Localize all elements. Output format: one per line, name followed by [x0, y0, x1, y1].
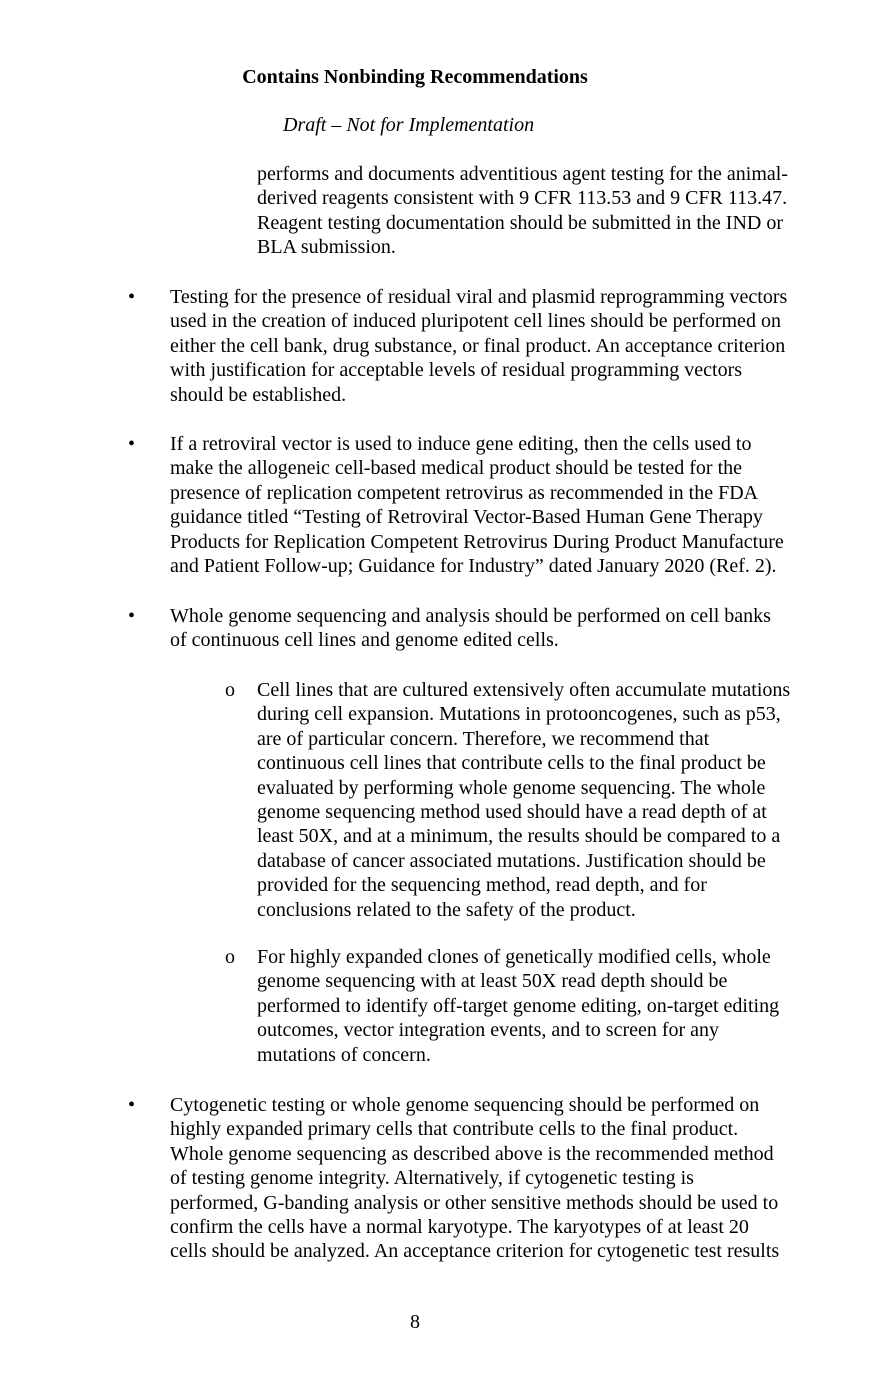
text-line: of continuous cell lines and genome edited cells. [170, 629, 559, 652]
text-line: highly expanded primary cells that contribute cells to the final product. [170, 1118, 739, 1141]
text-line: guidance titled “Testing of Retroviral Vector-Based Human Gene Therapy [170, 506, 763, 529]
text-line: BLA submission. [257, 236, 396, 259]
text-line: For highly expanded clones of genetically modified cells, whole [257, 946, 771, 968]
text-line: either the cell bank, drug substance, or final product. An acceptance criterion [170, 334, 786, 357]
text-line: outcomes, vector integration events, and to screen for any [257, 1019, 720, 1042]
text-line: with justification for acceptable levels of residual programming vectors [170, 359, 743, 382]
text-line: continuous cell lines that contribute cells to the final product be [257, 752, 766, 775]
text-line: Cell lines that are cultured extensively often accumulate mutations [257, 679, 791, 701]
text-line: Whole genome sequencing as described above is the recommended method [170, 1142, 774, 1165]
text-line: are of particular concern. Therefore, we recommend that [257, 727, 710, 750]
text-line: Products for Replication Competent Retrovirus During Product Manufacture [170, 530, 784, 553]
text-line: Testing for the presence of residual viral and plasmid reprogramming vectors [170, 286, 788, 308]
text-line: mutations of concern. [257, 1043, 431, 1066]
list-item [170, 1093, 779, 1264]
text-line: derived reagents consistent with 9 CFR 113.53 and 9 CFR 113.47. [257, 187, 788, 210]
text-line: presence of replication competent retrovirus as recommended in the FDA [170, 481, 759, 504]
text-line: and Patient Follow-up; Guidance for Industry” dated January 2020 (Ref. 2). [170, 554, 777, 577]
page-number: 8 [410, 1311, 420, 1333]
bullet-marker: • [128, 286, 136, 308]
text-line: database of cancer associated mutations. Justification should be [257, 849, 766, 872]
text-line: Reagent testing documentation should be submitted in the IND or [257, 211, 784, 234]
draft-notice: Draft – Not for Implementation [283, 114, 535, 136]
text-line: used in the creation of induced pluripotent cell lines should be performed on [170, 310, 781, 333]
list-item [170, 432, 784, 578]
text-line: If a retroviral vector is used to induce gene editing, then the cells used to [170, 433, 752, 455]
text-line: Cytogenetic testing or whole genome sequencing should be performed on [170, 1094, 760, 1116]
text-line: during cell expansion. Mutations in protooncogenes, such as p53, [257, 703, 781, 726]
bullet-marker: • [128, 1094, 136, 1116]
sub-bullet-marker: o [225, 946, 235, 968]
text-line: should be established. [170, 383, 347, 406]
text-line: provided for the sequencing method, read depth, and for [257, 874, 707, 897]
paragraph [257, 162, 788, 260]
text-line: least 50X, and at a minimum, the results should be compared to a [257, 825, 781, 848]
sub-list-item [257, 678, 790, 922]
text-line: genome sequencing method used should have a read depth of at [257, 800, 767, 823]
bullet-marker: • [128, 605, 136, 627]
text-line: make the allogeneic cell-based medical product should be tested for the [170, 457, 743, 480]
text-line: confirm the cells have a normal karyotype. The karyotypes of at least 20 [170, 1215, 749, 1238]
sub-bullet-marker: o [225, 679, 235, 701]
text-line: performs and documents adventitious agent testing for the animal- [257, 163, 788, 185]
text-line: genome sequencing with at least 50X read depth should be [257, 970, 728, 993]
sub-list-item [257, 945, 779, 1067]
text-line: performed to identify off-target genome editing, on-target editing [257, 994, 780, 1017]
list-item [170, 604, 771, 653]
text-line: Whole genome sequencing and analysis should be performed on cell banks [170, 605, 771, 627]
text-line: performed, G-banding analysis or other sensitive methods should be used to [170, 1191, 779, 1214]
bullet-marker: • [128, 433, 136, 455]
text-line: evaluated by performing whole genome sequencing. The whole [257, 776, 766, 799]
text-line: cells should be analyzed. An acceptance criterion for cytogenetic test results [170, 1240, 780, 1263]
list-item [170, 285, 787, 407]
page-header: Contains Nonbinding Recommendations [242, 66, 588, 88]
text-line: conclusions related to the safety of the product. [257, 898, 636, 921]
text-line: of testing genome integrity. Alternatively, if cytogenetic testing is [170, 1167, 694, 1190]
